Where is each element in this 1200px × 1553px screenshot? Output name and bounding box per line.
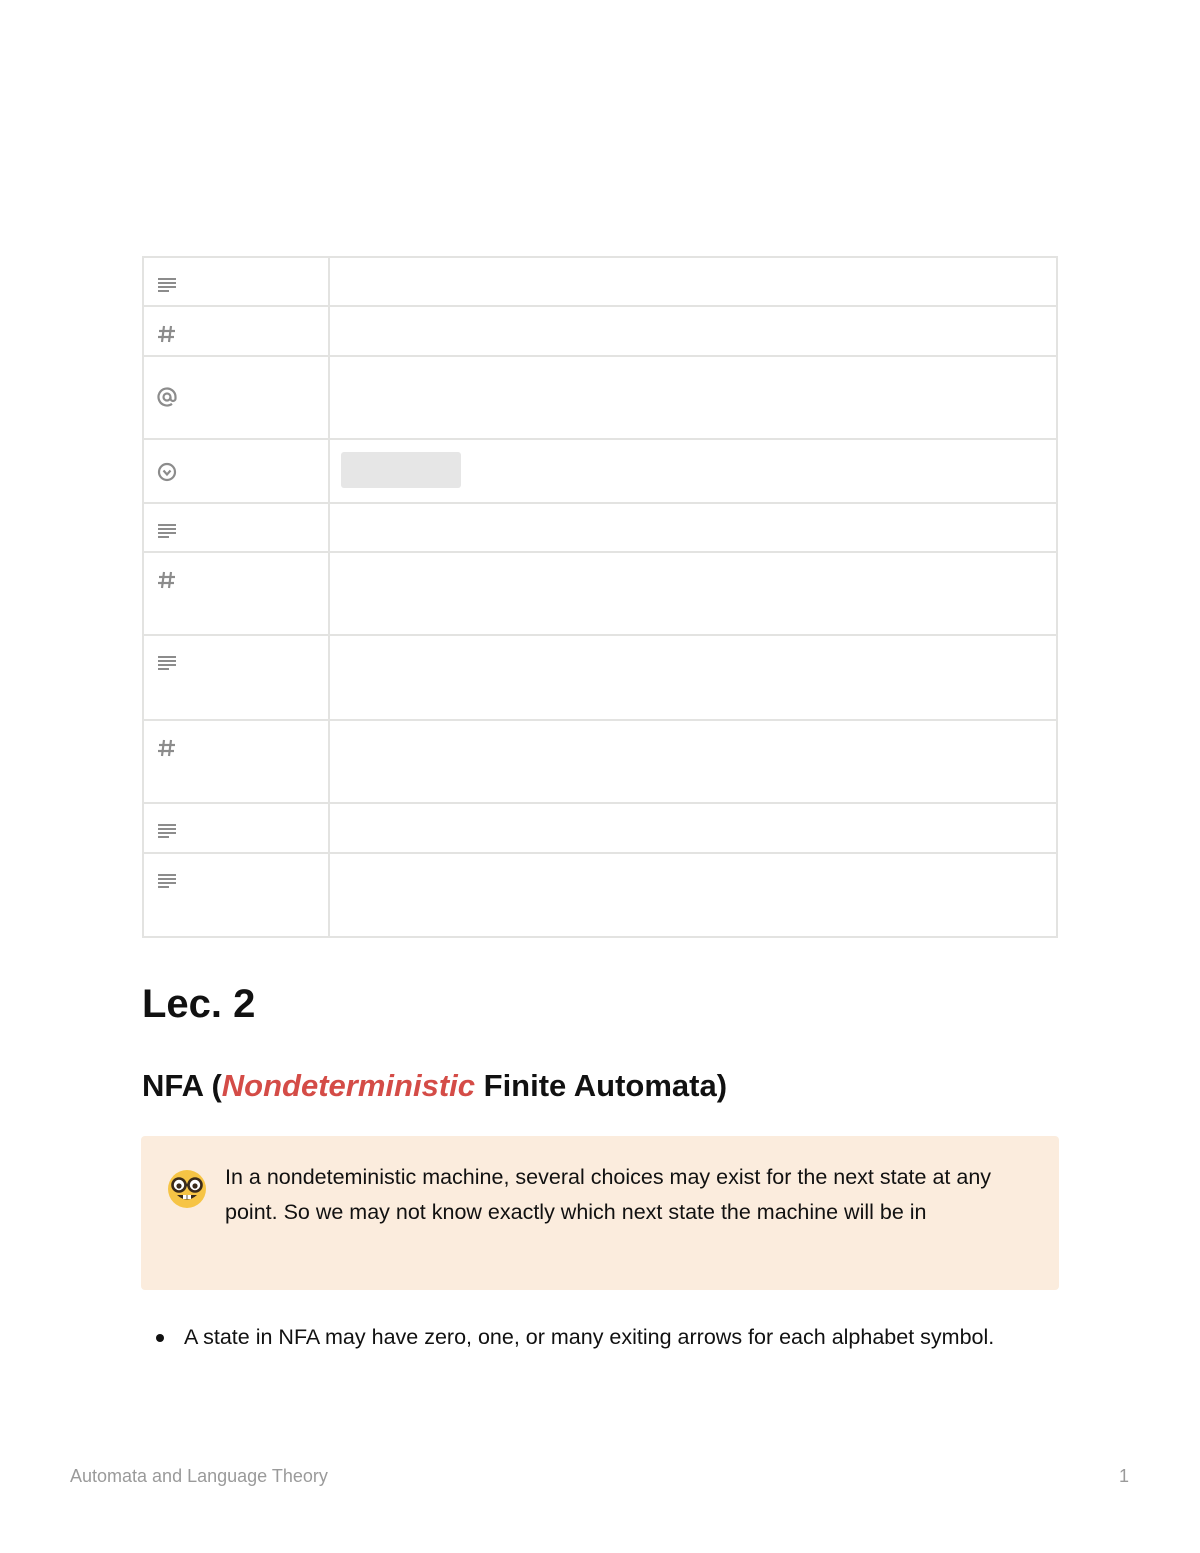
property-key[interactable] [143,853,329,937]
property-row[interactable] [143,356,1057,439]
property-row[interactable] [143,552,1057,635]
number-icon [157,570,177,590]
section-heading [142,1068,727,1104]
property-value[interactable] [329,439,1057,503]
property-key[interactable] [143,803,329,853]
list-item [142,1320,1022,1355]
heading-emphasis: Nondeterministic [221,1068,476,1103]
bullet-icon [156,1334,164,1342]
page-number: 1 [1118,1466,1129,1486]
property-value[interactable] [329,720,1057,803]
nerd-face-icon [165,1166,209,1210]
text-icon [157,653,177,673]
callout-block [141,1136,1059,1290]
property-key[interactable] [143,439,329,503]
property-value[interactable] [329,503,1057,552]
text-icon [157,821,177,841]
property-row[interactable] [143,503,1057,552]
property-value[interactable] [329,306,1057,356]
property-key[interactable] [143,635,329,720]
property-value[interactable] [329,853,1057,937]
property-key[interactable] [143,720,329,803]
property-key[interactable] [143,257,329,306]
properties-table [142,256,1058,938]
list-item-text: A state in NFA may have zero, one, or many exiting arrows for each alphabet symbol. [184,1325,995,1349]
property-value[interactable] [329,356,1057,439]
number-icon [157,324,177,344]
property-value[interactable] [329,552,1057,635]
property-row[interactable] [143,257,1057,306]
property-row[interactable] [143,439,1057,503]
callout-text: In a nondeteministic machine, several choices may exist for the next state at any point. So we may not know exactly which next state the machine will be in [225,1165,992,1224]
property-key[interactable] [143,306,329,356]
footer-title: Automata and Language Theory [70,1466,328,1486]
text-icon [157,521,177,541]
property-row[interactable] [143,720,1057,803]
text-icon [157,275,177,295]
status-icon [157,462,177,482]
property-row[interactable] [143,853,1057,937]
heading-prefix: NFA ( [142,1068,222,1103]
property-value[interactable] [329,635,1057,720]
property-value[interactable] [329,803,1057,853]
property-key[interactable] [143,552,329,635]
page-heading: Lec. 2 [142,982,256,1026]
text-icon [157,871,177,891]
property-row[interactable] [143,635,1057,720]
bullet-list [142,1320,1022,1355]
property-row[interactable] [143,803,1057,853]
property-key[interactable] [143,503,329,552]
property-key[interactable] [143,356,329,439]
person-icon [157,387,177,407]
heading-suffix: Finite Automata) [475,1068,728,1103]
number-icon [157,738,177,758]
status-tag[interactable] [341,452,461,488]
property-row[interactable] [143,306,1057,356]
property-value[interactable] [329,257,1057,306]
